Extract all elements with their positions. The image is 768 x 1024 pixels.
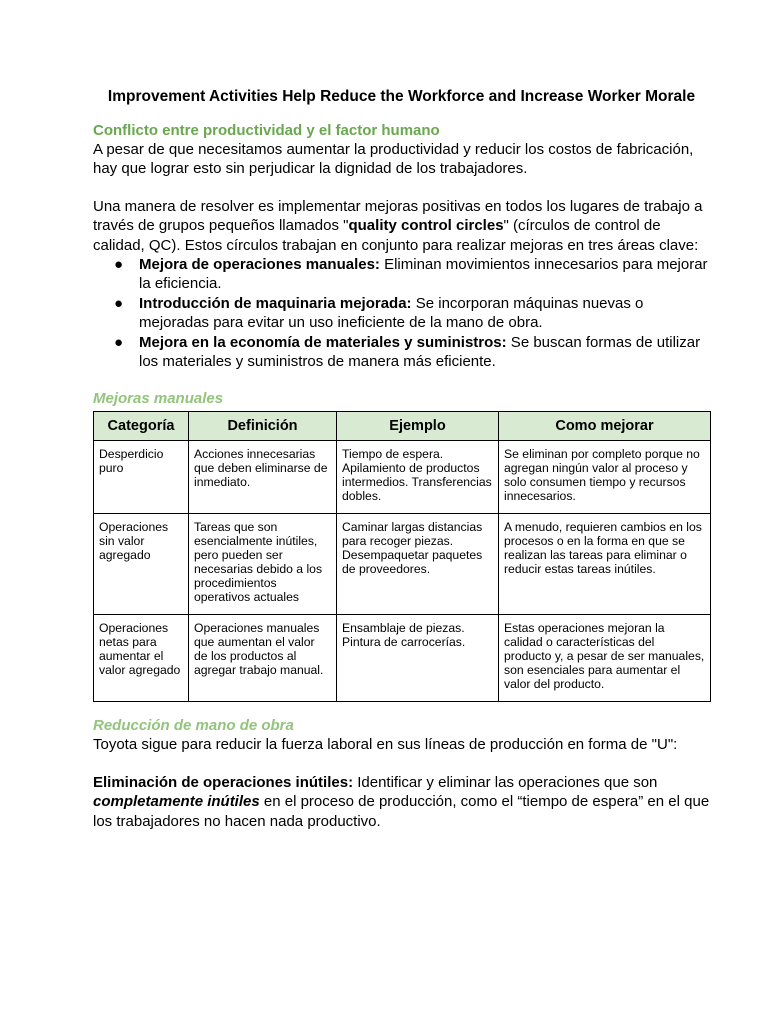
list-item [93,333,710,372]
table-cell: Caminar largas distancias para recoger piezas. Desempaquetar paquetes de proveedores. [337,514,499,615]
paragraph-toyota: Toyota sigue para reducir la fuerza laboral en sus líneas de producción en forma de "U": [93,736,678,754]
bullet-icon: ● [114,256,124,274]
table-cell: Operaciones sin valor agregado [94,514,189,615]
spacer [93,179,710,197]
bullet-icon: ● [114,294,124,312]
table-header-row [94,412,711,441]
list-item-text: Se buscan formas de utilizar los materiales y suministros de manera más eficiente. [139,333,701,371]
bold-italic-term: completamente inútiles [93,793,260,811]
list-item-bold: Introducción de maquinaria mejorada: [139,294,412,312]
list-item [93,294,710,333]
paragraph-elimination [93,773,710,831]
bullet-icon: ● [114,333,124,351]
table-cell: Tareas que son esencialmente inútiles, pero pueden ser necesarias debido a los procedimientos operativos actuales [189,514,337,615]
table-cell: Estas operaciones mejoran la calidad o características del producto y, a pesar de ser manuales, son esenciales para aumentar el valor del producto. [499,615,711,702]
table-header-cell: Definición [189,412,337,441]
spacer [93,702,710,716]
table-cell: Desperdicio puro [94,441,189,514]
text-run: Identificar y eliminar las operaciones que son [353,773,658,791]
table-row [94,514,711,615]
table-cell: A menudo, requieren cambios en los procesos o en la forma en que se realizan las tareas para eliminar o reducir estas tareas inútiles. [499,514,711,615]
spacer [93,755,710,773]
table-header-cell: Como mejorar [499,412,711,441]
list-item-bold: Mejora en la economía de materiales y suministros: [139,333,507,351]
table-cell: Se eliminan por completo porque no agregan ningún valor al proceso y solo consumen tiempo y recursos innecesarios. [499,441,711,514]
section-heading-conflict: Conflicto entre productividad y el factor humano [93,122,440,139]
list-item-text: Se incorporan máquinas nuevas o mejoradas para evitar un uso ineficiente de la mano de obra. [139,294,644,332]
table-cell: Tiempo de espera. Apilamiento de productos intermedios. Transferencias dobles. [337,441,499,514]
section-heading-labor-reduction: Reducción de mano de obra [93,717,294,735]
list-item [93,255,710,294]
table-row [94,441,711,514]
improvements-table [93,411,711,702]
table-header-cell: Ejemplo [337,412,499,441]
document-page [93,86,710,831]
table-row [94,615,711,702]
spacer [93,371,710,389]
bold-term-qc: quality control circles [348,217,504,235]
section-heading-manual-improvements: Mejoras manuales [93,390,224,408]
table-cell: Ensamblaje de piezas. Pintura de carrocerías. [337,615,499,702]
list-item-text: Eliminan movimientos innecesarios para mejorar la eficiencia. [139,256,708,293]
text-run: " (círculos de control de calidad, QC). Estos círculos trabajan en conjunto para realizar mejoras en tres áreas clave: [93,217,699,254]
key-areas-list [93,255,710,371]
text-run: en el proceso de producción, como el “tiempo de espera” en el que los trabajadores no hacen nada productivo. [93,793,710,830]
paragraph-intro: A pesar de que necesitamos aumentar la productividad y reducir los costos de fabricación, hay que lograr esto sin perjudicar la dignidad de los trabajadores. [93,141,694,178]
table-cell: Acciones innecesarias que deben eliminarse de inmediato. [189,441,337,514]
table-cell: Operaciones netas para aumentar el valor agregado [94,615,189,702]
list-item-bold: Mejora de operaciones manuales: [139,256,380,274]
table-cell: Operaciones manuales que aumentan el valor de los productos al agregar trabajo manual. [189,615,337,702]
paragraph-qc-circles [93,197,710,255]
table-header-cell: Categoría [94,412,189,441]
text-run: Una manera de resolver es implementar mejoras positivas en todos los lugares de trabajo a través de grupos pequeños llamados " [93,197,703,235]
document-title: Improvement Activities Help Reduce the Workforce and Increase Worker Morale [107,88,696,105]
bold-term-elimination: Eliminación de operaciones inútiles: [93,773,354,791]
